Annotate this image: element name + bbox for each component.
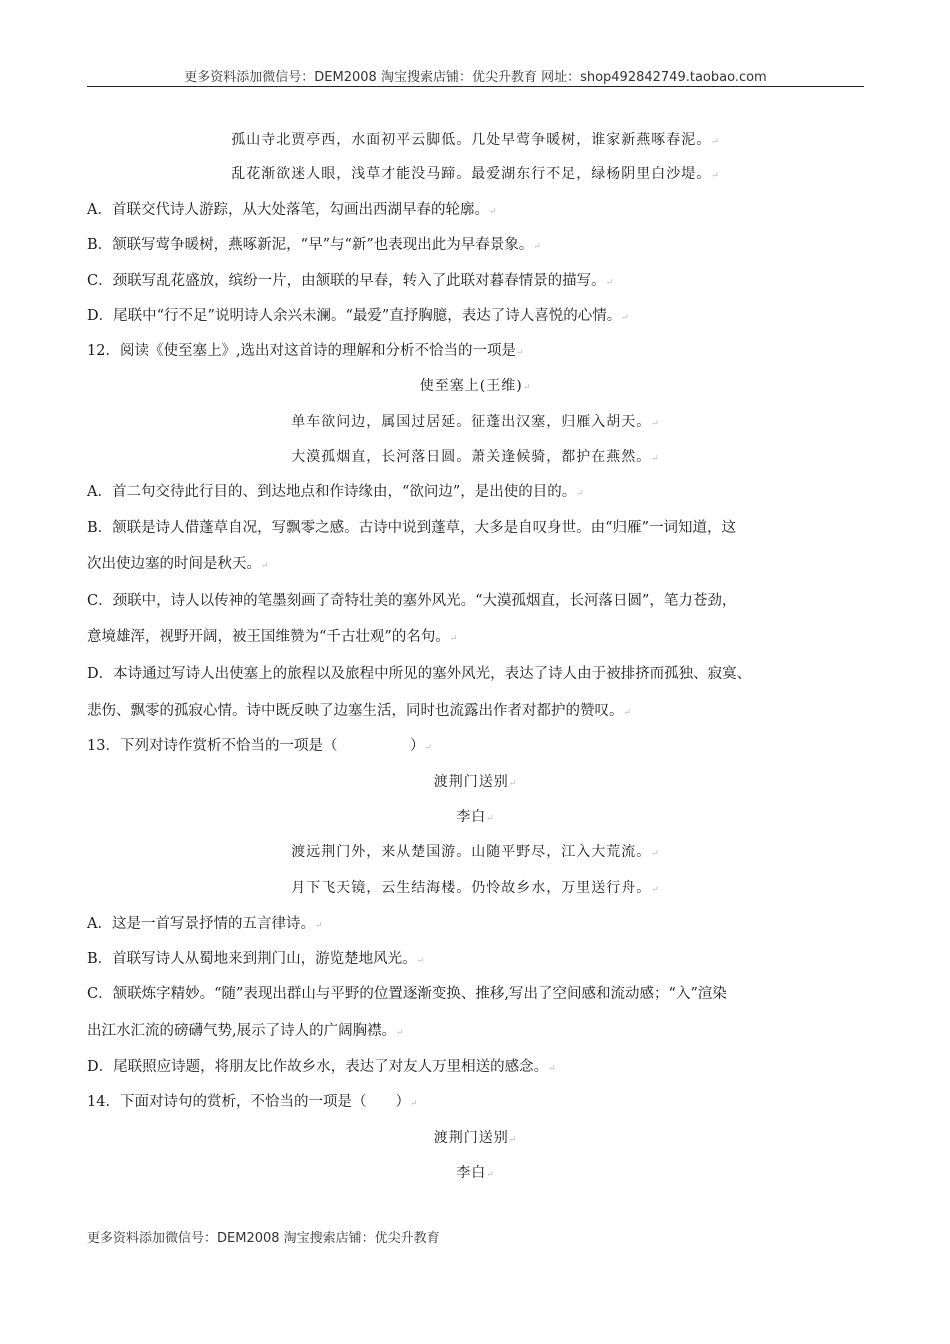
q12-poem-line-1: 单车欲问边，属国过居延。征蓬出汉塞，归雁入胡天。↵ xyxy=(291,414,660,430)
q13-poem-line-1: 渡远荆门外，来从楚国游。山随平野尽，江入大荒流。↵ xyxy=(291,844,660,860)
q12-option-b-line-1: B．颔联是诗人借蓬草自况，写飘零之感。古诗中说到蓬草，大多是自叹身世。由“归雁”一词知道，这 xyxy=(87,520,736,536)
q12-stem: 12．阅读《使至塞上》,选出对这首诗的理解和分析不恰当的一项是↵ xyxy=(87,343,524,359)
q13-option-a: A．这是一首写景抒情的五言律诗。↵ xyxy=(87,916,323,932)
q13-stem: 13．下列对诗作赏析不恰当的一项是（ ）↵ xyxy=(87,738,432,754)
q11-option-c: C．颈联写乱花盛放，缤纷一片，由颔联的早春，转入了此联对暮春情景的描写。↵ xyxy=(87,273,614,289)
q13-poem-title: 渡荆门送别↵ xyxy=(433,774,518,790)
q11-option-b: B．颔联写莺争暖树，燕啄新泥，“早”与“新”也表现出此为早春景象。↵ xyxy=(87,237,541,253)
header-divider xyxy=(87,86,864,87)
q12-option-b-line-2: 次出使边塞的时间是秋天。↵ xyxy=(87,556,269,572)
q14-poem-title: 渡荆门送别↵ xyxy=(433,1130,518,1146)
q11-poem-line-2: 乱花渐欲迷人眼，浅草才能没马蹄。最爱湖东行不足，绿杨阴里白沙堤。↵ xyxy=(231,166,720,182)
q12-option-a: A．首二句交待此行目的、到达地点和作诗缘由，“欲问边”，是出使的目的。↵ xyxy=(87,484,584,500)
q12-poem-title: 使至塞上(王维)↵ xyxy=(419,378,532,394)
q11-option-a: A．首联交代诗人游踪，从大处落笔，勾画出西湖早春的轮廓。↵ xyxy=(87,202,497,218)
q12-option-c-line-2: 意境雄浑，视野开阔，被王国维赞为“千古壮观”的名句。↵ xyxy=(87,629,458,645)
q13-poem-author: 李白↵ xyxy=(456,809,495,825)
q13-option-b: B．首联写诗人从蜀地来到荆门山，游览楚地风光。↵ xyxy=(87,951,425,967)
q12-option-d-line-2: 悲伤、飘零的孤寂心情。诗中既反映了边塞生活，同时也流露出作者对都护的赞叹。↵ xyxy=(87,703,632,719)
q12-option-d-line-1: D．本诗通过写诗人出使塞上的旅程以及旅程中所见的塞外风光，表达了诗人由于被排挤而孤独、寂寞、 xyxy=(87,666,752,682)
page-header: 更多资料添加微信号：DEM2008 淘宝搜索店铺：优尖升教育 网址：shop492842749.taobao.com xyxy=(184,70,767,85)
q11-poem-line-1: 孤山寺北贾亭西，水面初平云脚低。几处早莺争暖树，谁家新燕啄春泥。↵ xyxy=(231,132,720,148)
q13-option-c-line-2: 出江水汇流的磅礴气势,展示了诗人的广阔胸襟。↵ xyxy=(87,1023,404,1039)
q11-option-d: D．尾联中“行不足”说明诗人余兴未澜。“最爱”直抒胸臆，表达了诗人喜悦的心情。↵ xyxy=(87,308,629,324)
q12-option-c-line-1: C．颈联中，诗人以传神的笔墨刻画了奇特壮美的塞外风光。“大漠孤烟直，长河落日圆”，笔力苍劲， xyxy=(87,593,737,609)
q12-poem-line-2: 大漠孤烟直，长河落日圆。萧关逢候骑，都护在燕然。↵ xyxy=(291,449,660,465)
q13-option-d: D．尾联照应诗题，将朋友比作故乡水，表达了对友人万里相送的感念。↵ xyxy=(87,1059,556,1075)
q13-poem-line-2: 月下飞天镜，云生结海楼。仍怜故乡水，万里送行舟。↵ xyxy=(291,880,660,896)
page-footer: 更多资料添加微信号：DEM2008 淘宝搜索店铺：优尖升教育 xyxy=(87,1231,440,1246)
q14-stem: 14．下面对诗句的赏析，不恰当的一项是（ ）↵ xyxy=(87,1094,418,1110)
q14-poem-author: 李白↵ xyxy=(456,1165,495,1181)
q13-option-c-line-1: C．颔联炼字精妙。“随”表现出群山与平野的位置逐渐变换、推移,写出了空间感和流动感；“入”渲染 xyxy=(87,986,727,1002)
